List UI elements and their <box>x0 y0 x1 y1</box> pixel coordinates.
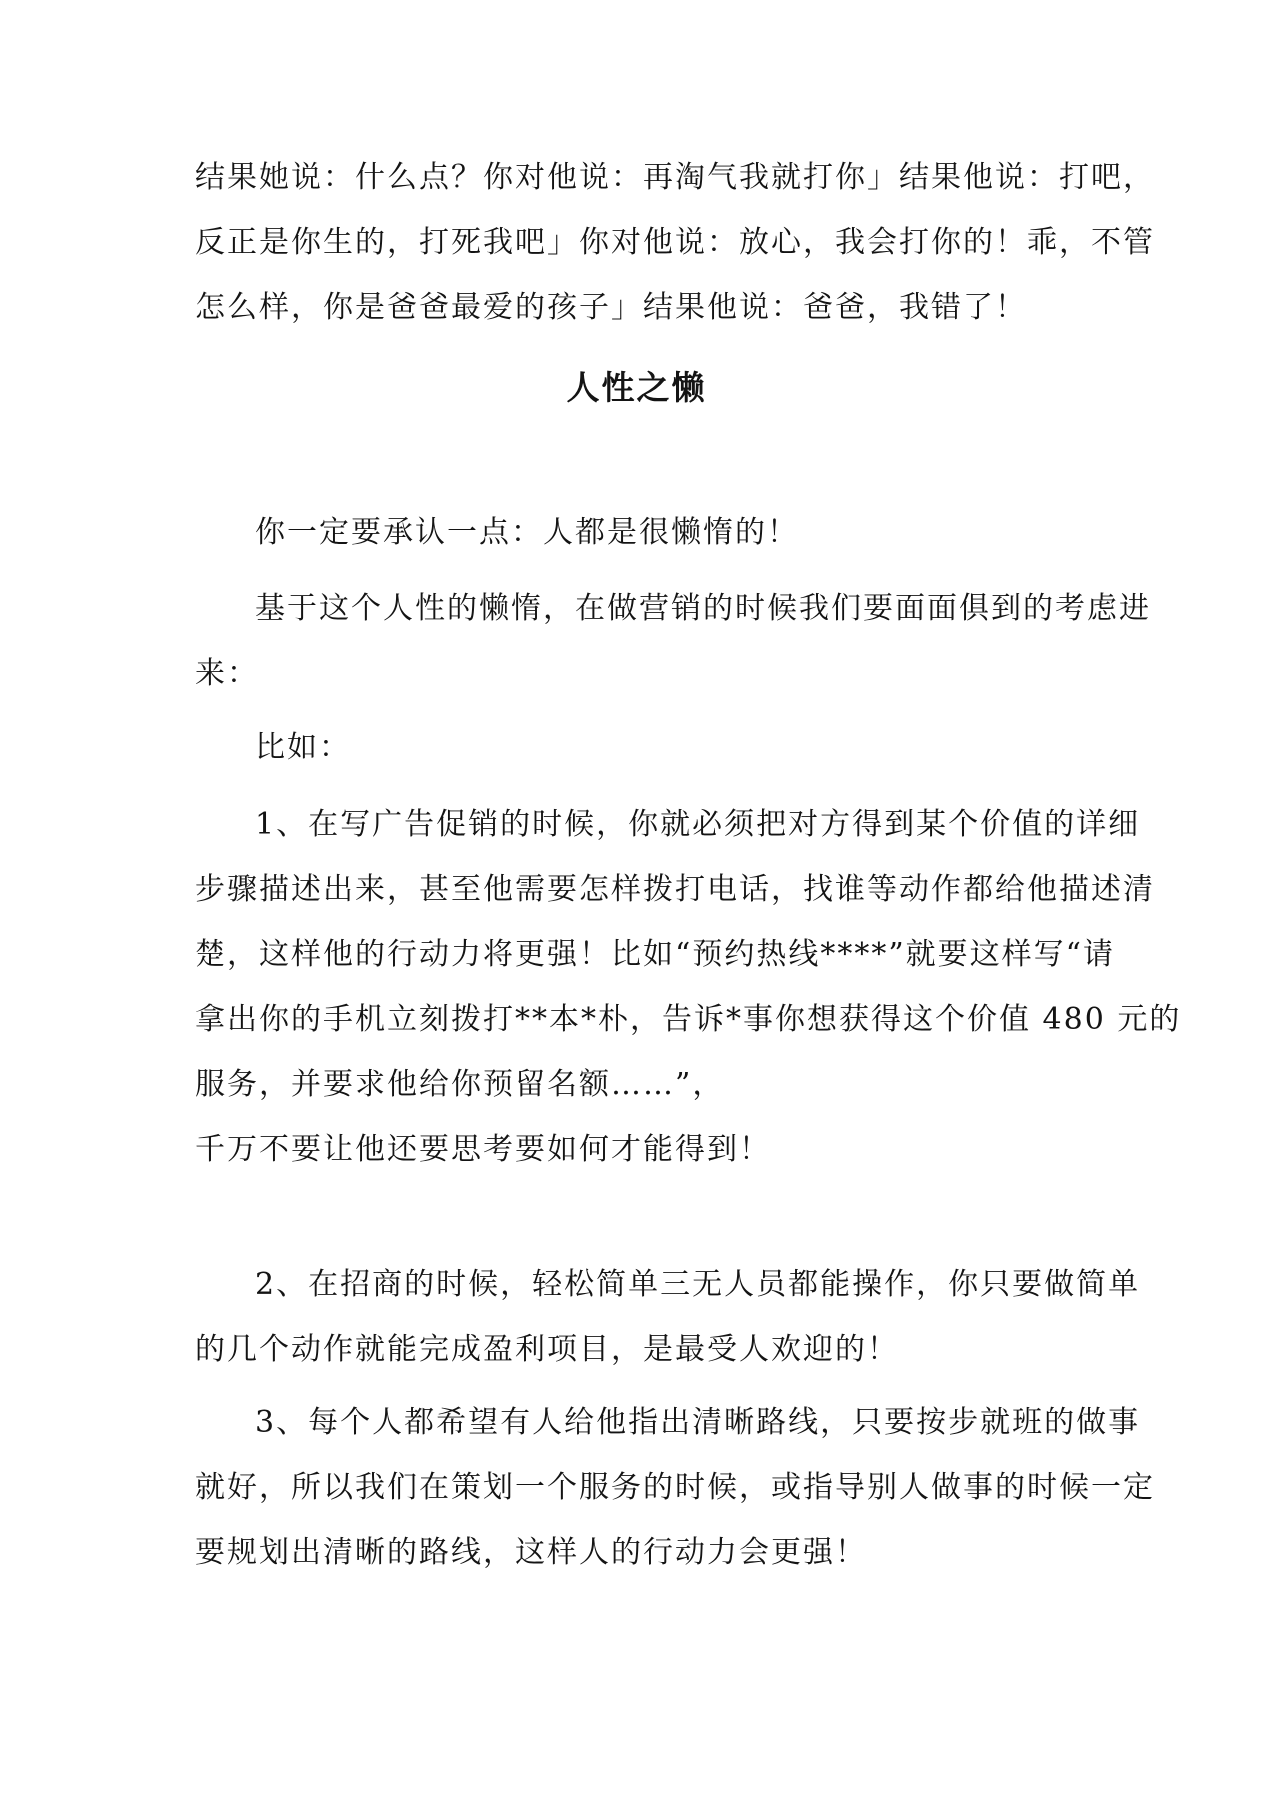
text-line: 拿出你的手机立刻拨打**本*朴，告诉*事你想获得这个价值 480 元的 <box>195 1002 1182 1037</box>
list-item-3 <box>195 1390 1155 1585</box>
text-line: 1、在写广告促销的时候，你就必须把对方得到某个价值的详细 <box>255 807 1141 842</box>
text-line: 楚，这样他的行动力将更强！比如“预约热线****”就要这样写“请 <box>195 937 1116 972</box>
intro-paragraph <box>195 145 1155 340</box>
text-line: 要规划出清晰的路线，这样人的行动力会更强！ <box>195 1535 867 1570</box>
text-line: 3、每个人都希望有人给他指出清晰路线，只要按步就班的做事 <box>255 1405 1141 1440</box>
text-line: 千万不要让他还要思考要如何才能得到！ <box>195 1132 771 1167</box>
paragraph-laziness-claim <box>195 500 1095 565</box>
paragraph-example-intro <box>195 715 1095 780</box>
text-line: 就好，所以我们在策划一个服务的时候，或指导别人做事的时候一定 <box>195 1470 1155 1505</box>
text-line: 结果她说：什么点？你对他说：再淘气我就打你」结果他说：打吧， <box>195 160 1155 195</box>
text-line: 的几个动作就能完成盈利项目，是最受人欢迎的！ <box>195 1332 899 1367</box>
text-line: 2、在招商的时候，轻松简单三无人员都能操作，你只要做简单 <box>255 1267 1141 1302</box>
text-line: 反正是你生的，打死我吧」你对他说：放心，我会打你的！乖，不管 <box>195 225 1155 260</box>
list-item-2 <box>195 1252 1141 1382</box>
text-line: 服务，并要求他给你预留名额……”， <box>195 1067 725 1102</box>
text-line: 步骤描述出来，甚至他需要怎样拨打电话，找谁等动作都给他描述清 <box>195 872 1155 907</box>
paragraph-marketing <box>195 576 1151 706</box>
text-line: 基于这个人性的懒惰，在做营销的时候我们要面面俱到的考虑进 <box>255 591 1151 626</box>
section-title: 人性之懒 <box>566 368 707 407</box>
text-line: 来： <box>195 656 259 691</box>
list-item-1 <box>195 792 1182 1182</box>
text-line: 你一定要承认一点：人都是很懒惰的！ <box>255 515 799 550</box>
text-line: 怎么样，你是爸爸最爱的孩子」结果他说：爸爸，我错了！ <box>195 290 1027 325</box>
text-line: 比如： <box>255 730 351 765</box>
